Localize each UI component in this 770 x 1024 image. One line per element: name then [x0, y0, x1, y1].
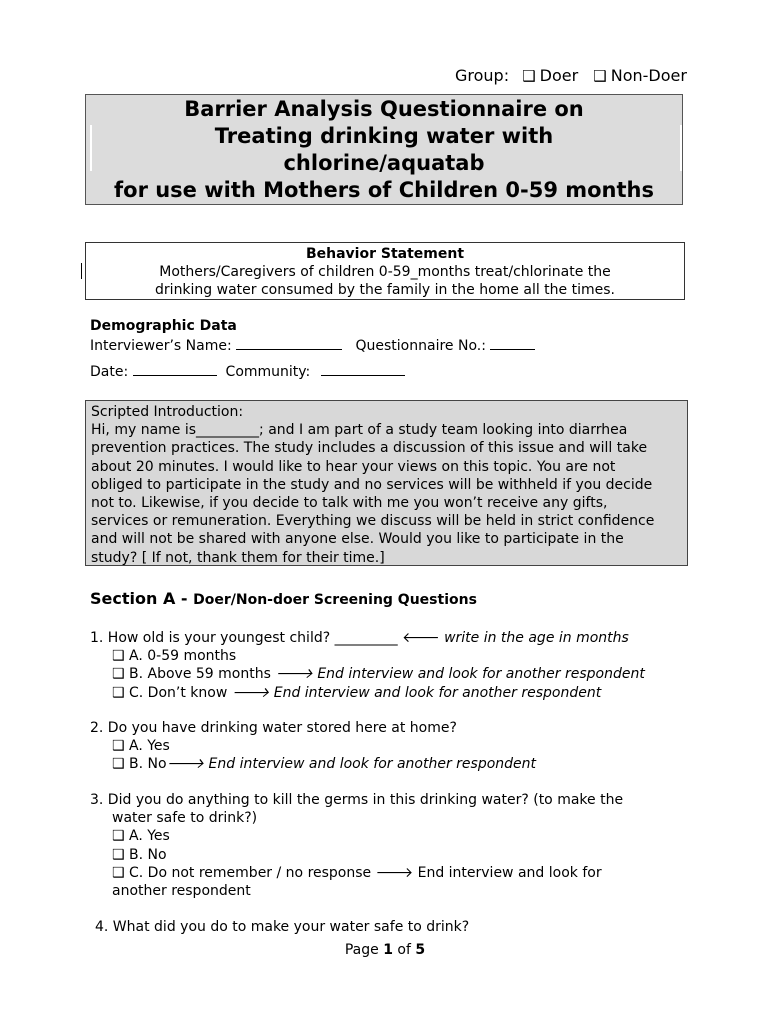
title-line: chlorine/aquatab [283, 151, 485, 175]
question-text: 4. What did you do to make your water safe to drink? [95, 919, 470, 935]
title-line: for use with Mothers of Children 0-59 months [114, 178, 654, 202]
of-word: of [397, 942, 411, 958]
intro-line: obliged to participate in the study and no services will be withheld if you decide [91, 476, 653, 493]
option-label: ❑ B. Above 59 months [112, 666, 276, 683]
interviewer-name-field[interactable] [236, 337, 342, 350]
behavior-line: drinking water consumed by the family in the home all the times. [155, 282, 615, 298]
checkbox-icon[interactable]: ❑ [593, 67, 607, 85]
behavior-line: Mothers/Caregivers of children 0-59_months treat/chlorinate the [159, 264, 611, 280]
question-1 [90, 629, 645, 702]
page-word: Page [344, 942, 379, 958]
option-c[interactable] [90, 684, 645, 702]
intro-line: about 20 minutes. I would like to hear your views on this topic. You are not [91, 458, 616, 475]
option-c-continued: another respondent [112, 883, 251, 900]
question-3 [90, 791, 623, 900]
option-label: ❑ C. Don’t know [112, 684, 232, 701]
demographic-row-2 [90, 363, 405, 380]
intro-line: Hi, my name is_________; and I am part of a study team looking into diarrhea [91, 422, 628, 439]
total-pages: 5 [415, 942, 426, 958]
demographic-heading: Demographic Data [90, 318, 237, 334]
intro-line: services or remuneration. Everything we discuss will be held in strict confidence [91, 513, 655, 530]
intro-line: Scripted Introduction: [91, 404, 244, 420]
option-note: 🡒 End interview and look for another respondent [231, 684, 602, 701]
option-b[interactable] [90, 665, 645, 683]
current-page: 1 [383, 942, 393, 958]
checkbox-icon[interactable]: ❑ [522, 67, 536, 85]
option-b[interactable] [90, 755, 536, 773]
option-label: ❑ B. No [112, 756, 167, 773]
group-label: Group: [455, 66, 510, 85]
community-label: Community: [225, 364, 311, 380]
question-4 [95, 918, 469, 936]
interviewer-label: Interviewer’s Name: [90, 338, 232, 354]
intro-line: and will not be shared with anyone else. Would you like to participate in the [91, 531, 624, 548]
title-line: Barrier Analysis Questionnaire on [184, 97, 584, 121]
intro-line: study? [ If not, thank them for their time.] [91, 549, 385, 566]
document-title [86, 96, 682, 204]
option-a[interactable]: ❑ A. Yes [112, 738, 170, 755]
question-text: 1. How old is your youngest child? _________ [90, 630, 403, 646]
group-selector [455, 66, 687, 85]
question-text-continued: water safe to drink?) [112, 810, 258, 827]
intro-line: not to. Likewise, if you decide to talk with me you won’t receive any gifts, [91, 495, 608, 512]
question-text: 3. Did you do anything to kill the germs in this drinking water? (to make the [90, 792, 624, 808]
question-text: 2. Do you have drinking water stored here at home? [90, 720, 457, 736]
option-note: 🡒 End interview and look for another respondent [275, 666, 645, 683]
title-line: Treating drinking water with [214, 124, 554, 148]
scripted-introduction-box [85, 400, 688, 566]
behavior-heading: Behavior Statement [305, 246, 465, 262]
community-field[interactable] [321, 363, 405, 376]
text-cursor [81, 263, 82, 279]
non-doer-option: Non-Doer [610, 66, 687, 85]
doer-option: Doer [539, 66, 579, 85]
option-a[interactable]: ❑ A. Yes [112, 828, 170, 845]
title-box [85, 94, 683, 205]
section-title: Section A - [90, 589, 188, 608]
option-b[interactable]: ❑ B. No [112, 846, 167, 863]
question-note: write in the age in months [444, 630, 629, 646]
page-footer [0, 942, 770, 958]
date-label: Date: [90, 364, 129, 380]
option-a[interactable]: ❑ A. 0-59 months [112, 648, 237, 665]
arrow-left-icon: 🡐 [402, 630, 440, 646]
questionnaire-no-field[interactable] [490, 337, 535, 350]
option-note: 🡒 End interview and look for another respondent [166, 756, 537, 773]
questionnaire-label: Questionnaire No.: [355, 338, 486, 354]
demographic-row-1 [90, 337, 535, 354]
option-c[interactable]: ❑ C. Do not remember / no response 🡒 End interview and look for [112, 864, 602, 881]
question-2 [90, 719, 536, 774]
section-subtitle: Doer/Non-doer Screening Questions [193, 592, 477, 608]
section-a-heading [90, 589, 477, 608]
date-field[interactable] [133, 363, 217, 376]
intro-line: prevention practices. The study includes a discussion of this issue and will take [91, 440, 648, 457]
behavior-statement-box [85, 242, 685, 300]
